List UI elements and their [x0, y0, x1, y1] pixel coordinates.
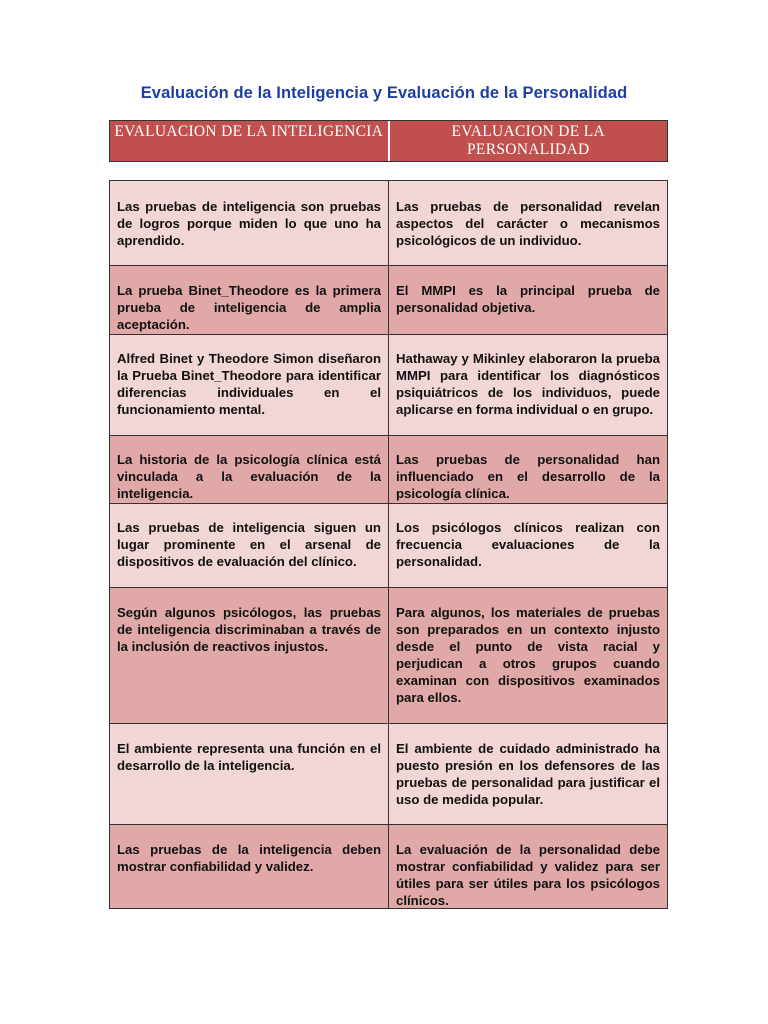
table-row — [110, 824, 667, 908]
intelligence-cell: La prueba Binet_Theodore es la primera prueba de inteligencia de amplia aceptación. — [117, 283, 381, 332]
personality-cell: Hathaway y Mikinley elaboraron la prueba MMPI para identificar los diagnósticos psiquiátricos de los individuos, puede aplicarse en forma individual o en grupo. — [388, 335, 667, 435]
intelligence-cell: Las pruebas de la inteligencia deben mostrar confiabilidad y validez. — [117, 842, 381, 874]
intelligence-cell: Según algunos psicólogos, las pruebas de inteligencia discriminaban a través de la inclusión de reactivos injustos. — [117, 605, 381, 654]
intelligence-cell: Las pruebas de inteligencia siguen un lugar prominente en el arsenal de dispositivos de evaluación del clínico. — [117, 520, 381, 569]
personality-cell: La evaluación de la personalidad debe mostrar confiabilidad y validez para ser útiles para ser útiles para los psicólogos clínicos. — [388, 825, 667, 908]
personality-cell: Para algunos, los materiales de pruebas son preparados en un contexto injusto desde el punto de vista racial y perjudican a otros grupos cuando examinan con dispositivos examinados para ellos. — [388, 588, 667, 723]
intelligence-cell: Las pruebas de inteligencia son pruebas de logros porque miden lo que uno ha aprendido. — [117, 199, 381, 248]
document-title: Evaluación de la Inteligencia y Evaluación de la Personalidad — [140, 84, 628, 102]
table-row — [110, 265, 667, 334]
header-table — [109, 120, 668, 162]
personality-cell: Los psicólogos clínicos realizan con frecuencia evaluaciones de la personalidad. — [388, 504, 667, 587]
header-intelligence: EVALUACION DE LA INTELIGENCIA — [114, 123, 384, 140]
intelligence-cell: Alfred Binet y Theodore Simon diseñaron la Prueba Binet_Theodore para identificar diferencias individuales en el funcionamiento mental. — [117, 351, 381, 417]
table-row — [110, 334, 667, 435]
table-row — [110, 181, 667, 265]
personality-cell: El MMPI es la principal prueba de personalidad objetiva. — [388, 266, 667, 334]
intelligence-cell: La historia de la psicología clínica está vinculada a la evaluación de la inteligencia. — [117, 452, 381, 501]
personality-cell: El ambiente de cuidado administrado ha puesto presión en los defensores de las pruebas de personalidad para justificar el uso de medida popular. — [388, 724, 667, 824]
personality-cell: Las pruebas de personalidad han influenciado en el desarrollo de la psicología clínica. — [388, 436, 667, 503]
table-row — [110, 587, 667, 723]
header-personality: EVALUACION DE LA PERSONALIDAD — [388, 121, 668, 161]
personality-cell: Las pruebas de personalidad revelan aspectos del carácter o mecanismos psicológicos de un individuo. — [388, 181, 667, 265]
table-row — [110, 503, 667, 587]
table-row — [110, 723, 667, 824]
comparison-table — [109, 180, 668, 909]
intelligence-cell: El ambiente representa una función en el desarrollo de la inteligencia. — [117, 741, 381, 773]
table-row — [110, 435, 667, 503]
